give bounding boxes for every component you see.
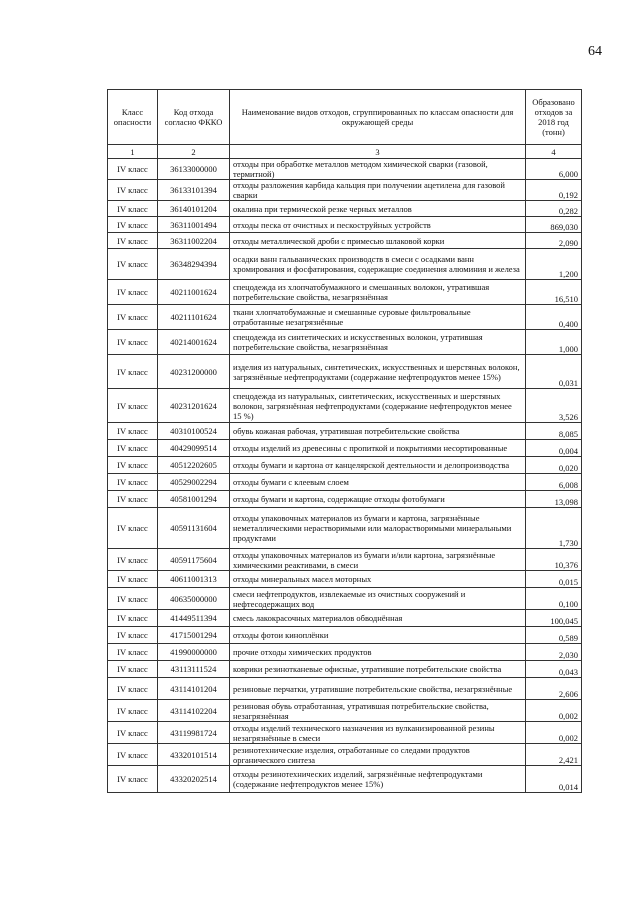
waste-name-cell: прочие отходы химических продуктов [230, 644, 526, 661]
hazard-class-cell: IV класс [108, 280, 158, 305]
fkko-code-cell: 40231200000 [158, 355, 230, 389]
fkko-code-cell: 40512202605 [158, 457, 230, 474]
column-number: 3 [230, 145, 526, 159]
amount-cell: 1,730 [526, 508, 582, 549]
hazard-class-cell: IV класс [108, 508, 158, 549]
fkko-code-cell: 43119981724 [158, 722, 230, 744]
hazard-class-cell: IV класс [108, 249, 158, 280]
table-row [108, 457, 582, 474]
amount-cell: 100,045 [526, 610, 582, 627]
waste-name-cell: резинотехнические изделия, отработанные со следами продуктов органического синтеза [230, 744, 526, 766]
table-row [108, 423, 582, 440]
page-number: 64 [588, 44, 602, 59]
waste-name-cell: отходы бумаги и картона от канцелярской деятельности и делопроизводства [230, 457, 526, 474]
waste-name-cell: резиновая обувь отработанная, утратившая потребительские свойства, незагрязнённая [230, 700, 526, 722]
table-row [108, 201, 582, 217]
waste-name-cell: отходы резинотехнических изделий, загрязнённые нефтепродуктами (содержание нефтепродуктов менее 15%) [230, 766, 526, 793]
fkko-code-cell: 40635000000 [158, 588, 230, 610]
table-row [108, 159, 582, 180]
table-row [108, 661, 582, 678]
hazard-class-cell: IV класс [108, 355, 158, 389]
amount-cell: 0,400 [526, 305, 582, 330]
hazard-class-cell: IV класс [108, 610, 158, 627]
waste-name-cell: спецодежда из хлопчатобумажного и смешанных волокон, утратившая потребительские свойства, незагрязнённая [230, 280, 526, 305]
table-row [108, 474, 582, 491]
amount-cell: 10,376 [526, 549, 582, 571]
hazard-class-cell: IV класс [108, 217, 158, 233]
amount-cell: 16,510 [526, 280, 582, 305]
header-amount: Образовано отходов за 2018 год (тонн) [526, 90, 582, 145]
amount-cell: 0,015 [526, 571, 582, 588]
fkko-code-cell: 43114101204 [158, 678, 230, 700]
amount-cell: 6,008 [526, 474, 582, 491]
fkko-code-cell: 43114102204 [158, 700, 230, 722]
amount-cell: 0,004 [526, 440, 582, 457]
table-row [108, 700, 582, 722]
table-row [108, 355, 582, 389]
table-row [108, 330, 582, 355]
hazard-class-cell: IV класс [108, 661, 158, 678]
hazard-class-cell: IV класс [108, 440, 158, 457]
table-row [108, 491, 582, 508]
amount-cell: 0,020 [526, 457, 582, 474]
amount-cell: 1,200 [526, 249, 582, 280]
table-row [108, 389, 582, 423]
table-row [108, 440, 582, 457]
hazard-class-cell: IV класс [108, 678, 158, 700]
table-row [108, 217, 582, 233]
column-number: 2 [158, 145, 230, 159]
hazard-class-cell: IV класс [108, 766, 158, 793]
amount-cell: 0,192 [526, 180, 582, 201]
table-header-row [108, 90, 582, 145]
waste-name-cell: отходы бумаги и картона, содержащие отходы фотобумаги [230, 491, 526, 508]
fkko-code-cell: 40581001294 [158, 491, 230, 508]
amount-cell: 0,043 [526, 661, 582, 678]
hazard-class-cell: IV класс [108, 627, 158, 644]
amount-cell: 13,098 [526, 491, 582, 508]
table-row [108, 549, 582, 571]
table-row [108, 644, 582, 661]
table-row [108, 722, 582, 744]
fkko-code-cell: 40611001313 [158, 571, 230, 588]
table-body [108, 159, 582, 793]
table-row [108, 180, 582, 201]
waste-name-cell: окалина при термической резке черных металлов [230, 201, 526, 217]
table-row [108, 766, 582, 793]
table-row [108, 249, 582, 280]
waste-name-cell: изделия из натуральных, синтетических, искусственных и шерстяных волокон, загрязнённые нефтепродуктами (содержание нефтепродуктов менее 15%) [230, 355, 526, 389]
hazard-class-cell: IV класс [108, 722, 158, 744]
table-row [108, 610, 582, 627]
waste-name-cell: ткани хлопчатобумажные и смешанные суровые фильтровальные отработанные незагрязнённые [230, 305, 526, 330]
fkko-code-cell: 40591131604 [158, 508, 230, 549]
waste-name-cell: отходы при обработке металлов методом химической сварки (газовой, термитной) [230, 159, 526, 180]
waste-name-cell: спецодежда из натуральных, синтетических, искусственных и шерстяных волокон, загрязнённая нефтепродуктами (содержание нефтепродуктов менее 15 %) [230, 389, 526, 423]
waste-name-cell: осадки ванн гальванических производств в смеси с осадками ванн хромирования и фосфатирования, содержащие соединения алюминия и железа [230, 249, 526, 280]
hazard-class-cell: IV класс [108, 389, 158, 423]
fkko-code-cell: 36133101394 [158, 180, 230, 201]
fkko-code-cell: 40591175604 [158, 549, 230, 571]
fkko-code-cell: 41715001294 [158, 627, 230, 644]
amount-cell: 6,000 [526, 159, 582, 180]
hazard-class-cell: IV класс [108, 744, 158, 766]
waste-name-cell: отходы разложения карбида кальция при получении ацетилена для газовой сварки [230, 180, 526, 201]
fkko-code-cell: 36348294394 [158, 249, 230, 280]
amount-cell: 2,421 [526, 744, 582, 766]
table-row [108, 571, 582, 588]
fkko-code-cell: 40429099514 [158, 440, 230, 457]
fkko-code-cell: 40231201624 [158, 389, 230, 423]
fkko-code-cell: 40529002294 [158, 474, 230, 491]
header-fkko-code: Код отхода согласно ФККО [158, 90, 230, 145]
waste-name-cell: отходы минеральных масел моторных [230, 571, 526, 588]
waste-name-cell: отходы упаковочных материалов из бумаги и картона, загрязнённые неметаллическими нерастворимыми или малорастворимыми минеральными продуктами [230, 508, 526, 549]
waste-name-cell: отходы изделий технического назначения из вулканизированной резины незагрязнённые в смеси [230, 722, 526, 744]
hazard-class-cell: IV класс [108, 305, 158, 330]
amount-cell: 2,090 [526, 233, 582, 249]
hazard-class-cell: IV класс [108, 423, 158, 440]
waste-name-cell: коврики резинотканевые офисные, утратившие потребительские свойства [230, 661, 526, 678]
header-hazard-class: Класс опасности [108, 90, 158, 145]
amount-cell: 3,526 [526, 389, 582, 423]
hazard-class-cell: IV класс [108, 330, 158, 355]
fkko-code-cell: 40310100524 [158, 423, 230, 440]
waste-name-cell: отходы бумаги с клеевым слоем [230, 474, 526, 491]
table-row [108, 588, 582, 610]
waste-name-cell: резиновые перчатки, утратившие потребительские свойства, незагрязнённые [230, 678, 526, 700]
waste-name-cell: обувь кожаная рабочая, утратившая потребительские свойства [230, 423, 526, 440]
hazard-class-cell: IV класс [108, 549, 158, 571]
amount-cell: 869,030 [526, 217, 582, 233]
amount-cell: 1,000 [526, 330, 582, 355]
amount-cell: 0,002 [526, 722, 582, 744]
hazard-class-cell: IV класс [108, 457, 158, 474]
waste-name-cell: отходы упаковочных материалов из бумаги и/или картона, загрязнённые химическими реактивами, в смеси [230, 549, 526, 571]
amount-cell: 0,002 [526, 700, 582, 722]
table-column-number-row [108, 145, 582, 159]
waste-name-cell: отходы металлической дроби с примесью шлаковой корки [230, 233, 526, 249]
column-number: 1 [108, 145, 158, 159]
fkko-code-cell: 36311001494 [158, 217, 230, 233]
amount-cell: 2,606 [526, 678, 582, 700]
amount-cell: 0,014 [526, 766, 582, 793]
waste-name-cell: спецодежда из синтетических и искусственных волокон, утратившая потребительские свойства, незагрязнённая [230, 330, 526, 355]
table-row [108, 744, 582, 766]
amount-cell: 0,589 [526, 627, 582, 644]
hazard-class-cell: IV класс [108, 644, 158, 661]
amount-cell: 0,282 [526, 201, 582, 217]
fkko-code-cell: 36140101204 [158, 201, 230, 217]
header-waste-name: Наименование видов отходов, сгруппированных по классам опасности для окружающей среды [230, 90, 526, 145]
table-row [108, 627, 582, 644]
hazard-class-cell: IV класс [108, 491, 158, 508]
fkko-code-cell: 40211001624 [158, 280, 230, 305]
fkko-code-cell: 41990000000 [158, 644, 230, 661]
fkko-code-cell: 43320202514 [158, 766, 230, 793]
fkko-code-cell: 40211101624 [158, 305, 230, 330]
waste-name-cell: отходы песка от очистных и пескоструйных устройств [230, 217, 526, 233]
amount-cell: 2,030 [526, 644, 582, 661]
waste-name-cell: смесь лакокрасочных материалов обводнённая [230, 610, 526, 627]
hazard-class-cell: IV класс [108, 159, 158, 180]
hazard-class-cell: IV класс [108, 201, 158, 217]
fkko-code-cell: 36133000000 [158, 159, 230, 180]
table-row [108, 280, 582, 305]
table-row [108, 305, 582, 330]
fkko-code-cell: 36311002204 [158, 233, 230, 249]
fkko-code-cell: 43113111524 [158, 661, 230, 678]
waste-name-cell: отходы фотои киноплёнки [230, 627, 526, 644]
hazard-class-cell: IV класс [108, 180, 158, 201]
hazard-class-cell: IV класс [108, 700, 158, 722]
column-number: 4 [526, 145, 582, 159]
waste-table [107, 89, 582, 793]
table-row [108, 678, 582, 700]
fkko-code-cell: 40214001624 [158, 330, 230, 355]
amount-cell: 8,085 [526, 423, 582, 440]
fkko-code-cell: 43320101514 [158, 744, 230, 766]
amount-cell: 0,031 [526, 355, 582, 389]
amount-cell: 0,100 [526, 588, 582, 610]
waste-name-cell: отходы изделий из древесины с пропиткой и покрытиями несортированные [230, 440, 526, 457]
waste-name-cell: смеси нефтепродуктов, извлекаемые из очистных сооружений и нефтесодержащих вод [230, 588, 526, 610]
hazard-class-cell: IV класс [108, 571, 158, 588]
hazard-class-cell: IV класс [108, 474, 158, 491]
table-row [108, 233, 582, 249]
hazard-class-cell: IV класс [108, 233, 158, 249]
fkko-code-cell: 41449511394 [158, 610, 230, 627]
table-row [108, 508, 582, 549]
hazard-class-cell: IV класс [108, 588, 158, 610]
